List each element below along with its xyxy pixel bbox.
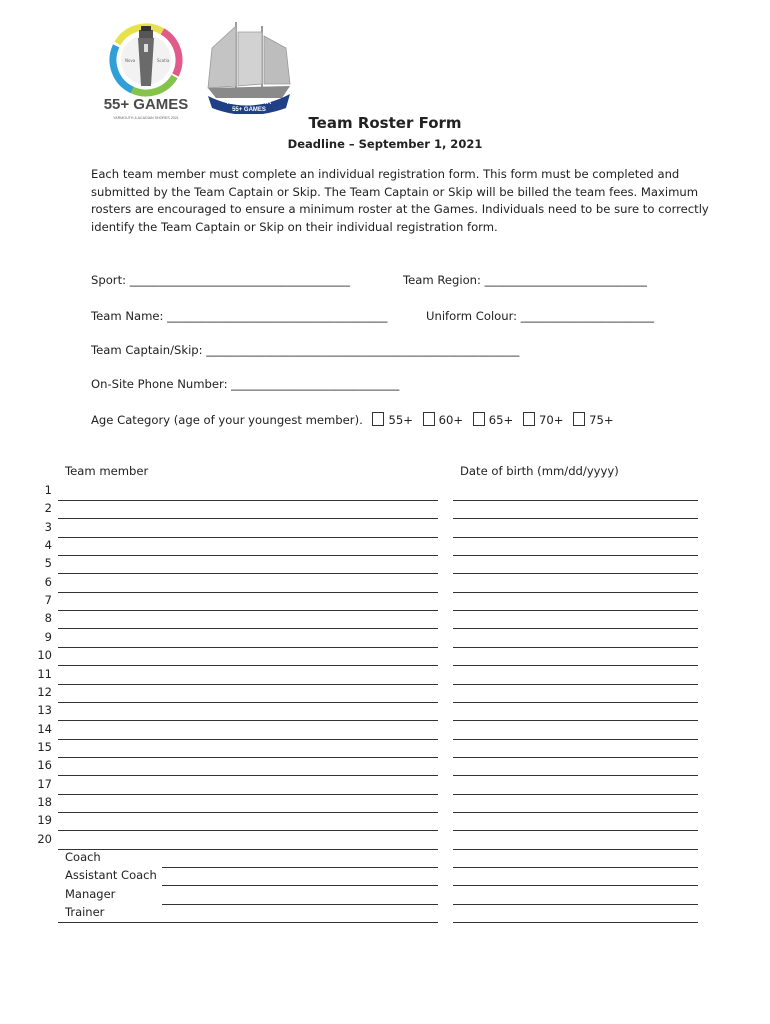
member-name-line[interactable] <box>58 702 438 703</box>
member-name-line[interactable] <box>58 775 438 776</box>
member-dob-line[interactable] <box>453 647 698 648</box>
age-option-65: 65+ <box>488 413 514 427</box>
staff-label-coach: Coach <box>65 850 101 864</box>
age-category-label: Age Category (age of your youngest member). <box>91 413 363 427</box>
ns-banner-text: NOVA SCOTIA <box>226 99 272 106</box>
member-name-line[interactable] <box>58 500 438 501</box>
age-option-70: 70+ <box>538 413 564 427</box>
age-checkbox-70[interactable] <box>523 412 535 426</box>
team-member-header: Team member <box>65 464 149 478</box>
member-dob-line[interactable] <box>453 573 698 574</box>
sport-field[interactable]: Sport: ______________________________________ <box>91 273 350 287</box>
team-region-field[interactable]: Team Region: ____________________________ <box>403 273 647 287</box>
member-name-line[interactable] <box>58 518 438 519</box>
member-dob-line[interactable] <box>453 849 698 850</box>
staff-name-line[interactable] <box>58 922 438 923</box>
member-dob-line[interactable] <box>453 830 698 831</box>
member-name-line[interactable] <box>58 849 438 850</box>
age-checkbox-65[interactable] <box>473 412 485 426</box>
staff-dob-line[interactable] <box>453 885 698 886</box>
member-name-line[interactable] <box>58 592 438 593</box>
row-number: 3 <box>44 519 52 534</box>
date-of-birth-header: Date of birth (mm/dd/yyyy) <box>460 464 619 478</box>
row-number: 10 <box>37 648 52 663</box>
staff-dob-line[interactable] <box>453 867 698 868</box>
member-dob-line[interactable] <box>453 702 698 703</box>
member-dob-line[interactable] <box>453 665 698 666</box>
row-number: 11 <box>37 666 52 681</box>
row-number: 19 <box>37 813 52 828</box>
staff-label-manager: Manager <box>65 886 116 901</box>
member-name-line[interactable] <box>58 573 438 574</box>
row-number: 9 <box>44 629 52 644</box>
form-deadline: Deadline – September 1, 2021 <box>287 137 483 151</box>
row-number: 15 <box>37 739 52 754</box>
phone-number-field[interactable]: On-Site Phone Number: _____________________________ <box>91 377 400 391</box>
team-captain-field[interactable]: Team Captain/Skip: ______________________________________________________ <box>91 343 520 357</box>
row-number: 7 <box>44 593 52 608</box>
member-name-line[interactable] <box>58 665 438 666</box>
member-name-line[interactable] <box>58 812 438 813</box>
nova-scotia-logo <box>202 18 294 114</box>
member-name-line[interactable] <box>58 830 438 831</box>
form-title: Team Roster Form <box>308 114 462 132</box>
row-number: 18 <box>37 794 52 809</box>
age-checkbox-55[interactable] <box>372 412 384 426</box>
member-dob-line[interactable] <box>453 518 698 519</box>
member-name-line[interactable] <box>58 757 438 758</box>
member-name-line[interactable] <box>58 555 438 556</box>
row-number: 8 <box>44 611 52 626</box>
age-category-row <box>91 412 614 428</box>
age-checkbox-75[interactable] <box>573 412 585 426</box>
member-dob-line[interactable] <box>453 812 698 813</box>
staff-name-line[interactable] <box>162 867 438 868</box>
row-number: 20 <box>37 831 52 846</box>
member-dob-line[interactable] <box>453 628 698 629</box>
row-number: 5 <box>44 556 52 571</box>
age-option-55: 55+ <box>388 413 413 427</box>
ns-banner-subtext: 55+ GAMES <box>232 107 266 113</box>
games-logo-subtext: YARMOUTH & ACADIAN SHORES 2021 <box>113 116 179 120</box>
member-dob-line[interactable] <box>453 757 698 758</box>
intro-paragraph: Each team member must complete an individual registration form. This form must be completed and submitted by the Team Captain or Skip. The Team Captain or Skip will be billed the team fees. Maximum rosters are encouraged to ensure a minimum roster at the Games. Individuals need to be sure to correctly identify the Team Captain or Skip on their individual registration form. <box>91 167 709 234</box>
staff-dob-line[interactable] <box>453 922 698 923</box>
uniform-colour-field[interactable]: Uniform Colour: _______________________ <box>426 309 655 323</box>
member-dob-line[interactable] <box>453 684 698 685</box>
member-dob-line[interactable] <box>453 720 698 721</box>
row-number: 4 <box>44 538 52 553</box>
team-name-field[interactable]: Team Name: ______________________________________ <box>91 309 388 323</box>
member-name-line[interactable] <box>58 720 438 721</box>
member-name-line[interactable] <box>58 684 438 685</box>
member-name-line[interactable] <box>58 739 438 740</box>
games-logo-text: 55+ GAMES <box>103 96 189 113</box>
staff-name-line[interactable] <box>162 885 438 886</box>
member-dob-line[interactable] <box>453 537 698 538</box>
member-dob-line[interactable] <box>453 500 698 501</box>
games-left-label: Nova <box>125 58 136 63</box>
member-dob-line[interactable] <box>453 592 698 593</box>
member-dob-line[interactable] <box>453 775 698 776</box>
age-option-75: 75+ <box>589 413 614 427</box>
member-name-line[interactable] <box>58 610 438 611</box>
games-right-label: Scotia <box>157 58 170 63</box>
member-name-line[interactable] <box>58 628 438 629</box>
row-number: 12 <box>37 684 52 699</box>
games-logo <box>103 20 189 124</box>
member-name-line[interactable] <box>58 647 438 648</box>
row-number: 14 <box>37 721 52 736</box>
member-dob-line[interactable] <box>453 555 698 556</box>
row-number: 16 <box>37 758 52 773</box>
row-number: 17 <box>37 776 52 791</box>
staff-label-trainer: Trainer <box>65 905 105 920</box>
member-name-line[interactable] <box>58 794 438 795</box>
member-dob-line[interactable] <box>453 610 698 611</box>
member-dob-line[interactable] <box>453 739 698 740</box>
staff-label-assistant-coach: Assistant Coach <box>65 868 157 883</box>
row-number: 1 <box>44 483 52 497</box>
row-number: 2 <box>44 501 52 516</box>
age-checkbox-60[interactable] <box>423 412 435 426</box>
row-number: 13 <box>37 703 52 718</box>
staff-dob-line[interactable] <box>453 904 698 905</box>
staff-name-line[interactable] <box>162 904 438 905</box>
row-number: 6 <box>44 574 52 589</box>
member-dob-line[interactable] <box>453 794 698 795</box>
age-option-60: 60+ <box>438 413 464 427</box>
member-name-line[interactable] <box>58 537 438 538</box>
